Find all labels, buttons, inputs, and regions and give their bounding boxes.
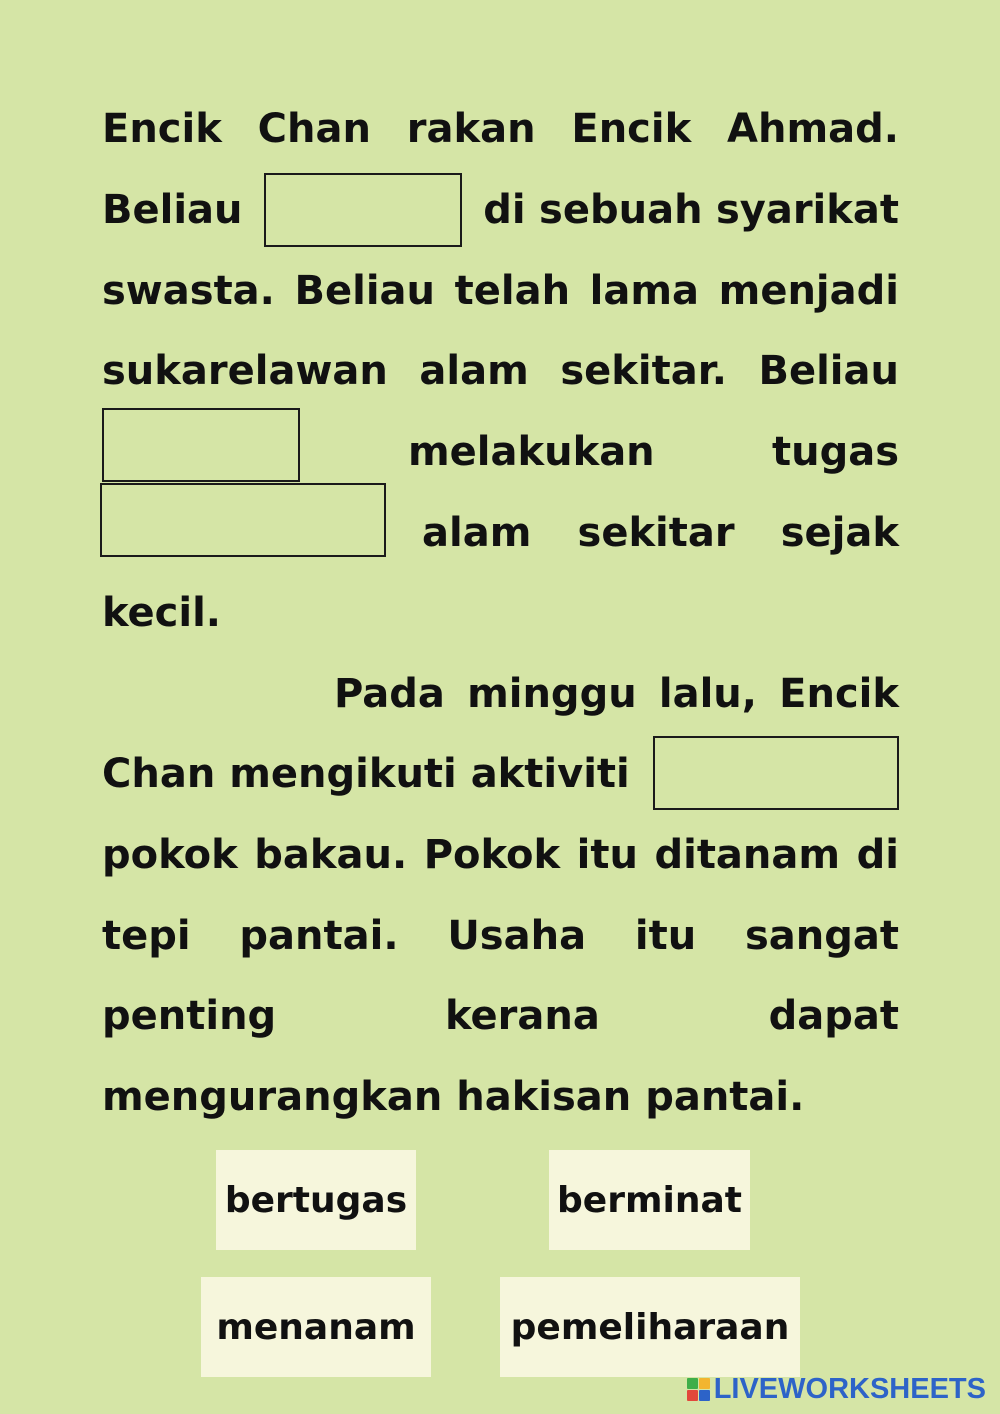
option-tile-berminat[interactable] (549, 1150, 750, 1250)
word: Encik (779, 671, 899, 717)
passage-line-3 (102, 260, 899, 322)
word: alam (422, 510, 532, 556)
word: Pada (334, 671, 445, 717)
word: Encik (102, 106, 222, 152)
passage-line-8 (334, 663, 899, 725)
option-label: bertugas (224, 1179, 408, 1221)
word: lalu, (658, 671, 757, 717)
word: Encik (571, 106, 692, 152)
passage-line-5 (408, 421, 899, 483)
brand-text: LIVEWORKSHEETS (713, 1373, 986, 1405)
text-run: mengurangkan hakisan pantai. (102, 1074, 805, 1120)
option-tile-pemeliharaan[interactable] (500, 1277, 800, 1377)
option-label: menanam (216, 1306, 416, 1348)
word: sekitar. (560, 348, 727, 394)
word: telah (454, 268, 571, 314)
word: alam (419, 348, 529, 394)
word: di (856, 832, 899, 878)
passage-line-4 (102, 340, 899, 402)
liveworksheets-logo[interactable] (687, 1373, 986, 1406)
word: syarikat (715, 187, 899, 233)
word: kerana (444, 993, 600, 1039)
word: di (483, 187, 526, 233)
answer-blank-1[interactable] (264, 173, 462, 247)
text-run: Chan mengikuti aktiviti (102, 751, 630, 797)
word: bakau. (254, 832, 408, 878)
word: tepi (102, 913, 191, 959)
option-label: pemeliharaan (510, 1306, 790, 1348)
word: lama (589, 268, 700, 314)
word: pokok (102, 832, 238, 878)
word: ditanam (654, 832, 841, 878)
word: Beliau (102, 187, 243, 233)
word: pantai. (239, 913, 399, 959)
passage-line-7 (102, 582, 899, 644)
word: swasta. (102, 268, 275, 314)
word: minggu (467, 671, 637, 717)
word: sejak (780, 510, 899, 556)
option-label: berminat (557, 1179, 742, 1221)
word: Pokok (423, 832, 561, 878)
passage-line-13 (102, 1066, 899, 1128)
option-tile-menanam[interactable] (201, 1277, 431, 1377)
answer-blank-4[interactable] (653, 736, 899, 810)
word: sangat (744, 913, 899, 959)
word: sukarelawan (102, 348, 388, 394)
liveworksheets-logo-icon (687, 1378, 710, 1401)
word: melakukan (408, 429, 655, 475)
option-tile-bertugas[interactable] (216, 1150, 416, 1250)
word: sebuah (539, 187, 703, 233)
word: sekitar (577, 510, 735, 556)
word: Beliau (758, 348, 899, 394)
word: rakan (406, 106, 536, 152)
word: penting (102, 993, 277, 1039)
word: kecil. (102, 590, 221, 636)
answer-blank-2[interactable] (102, 408, 300, 482)
word: Ahmad. (727, 106, 899, 152)
word: itu (576, 832, 638, 878)
passage-line-6 (422, 502, 899, 564)
passage-line-10 (102, 824, 899, 886)
answer-blank-3[interactable] (100, 483, 386, 557)
word: Chan (257, 106, 371, 152)
word: Beliau (294, 268, 435, 314)
word: menjadi (718, 268, 899, 314)
passage-line-11 (102, 905, 899, 967)
passage-line-2 (102, 179, 899, 241)
word: dapat (768, 993, 899, 1039)
word: itu (634, 913, 697, 959)
word: tugas (771, 429, 899, 475)
passage-line-12 (102, 985, 899, 1047)
word: Usaha (447, 913, 587, 959)
passage-line-1 (102, 98, 899, 160)
